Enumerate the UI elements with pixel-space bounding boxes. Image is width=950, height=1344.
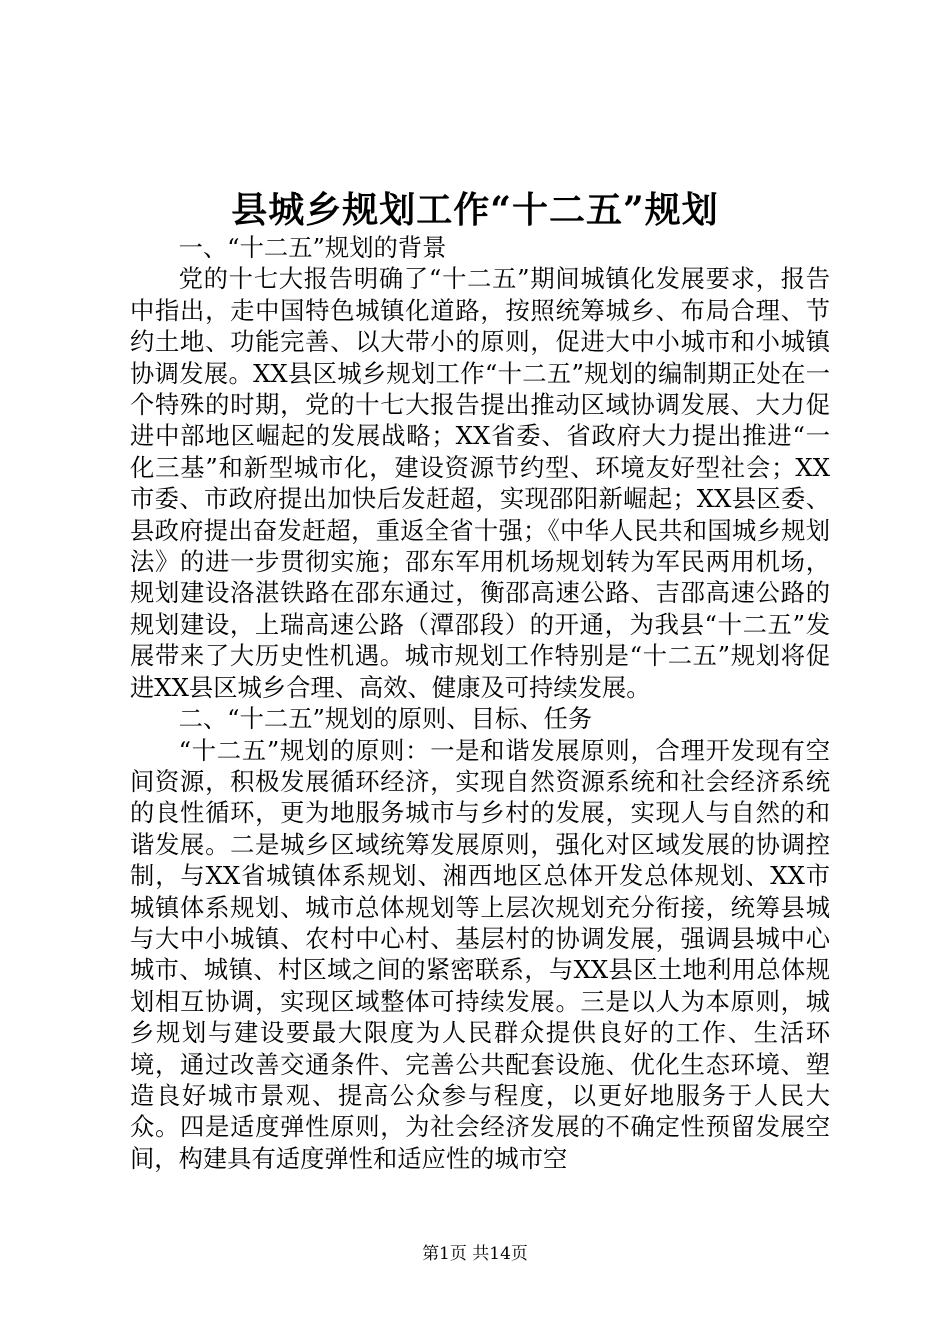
page-number-footer: 第1页 共14页 xyxy=(422,1244,528,1264)
document-body xyxy=(130,232,830,1174)
section-heading-principles: 二、“十二五”规划的原则、目标、任务 xyxy=(178,704,593,734)
paragraph-principles: “十二五”规划的原则：一是和谐发展原则，合理开发现有空间资源，积极发展循环经济，实现自然资源系统和社会经济系统的良性循环，更为地服务城市与乡村的发展，实现人与自然的和谐发展。二是城乡区域统筹发展原则，强化对区域发展的协调控制，与XX省城镇体系规划、湘西地区总体开发总体规划、XX市城镇体系规划、城市总体规划等上层次规划充分衔接，统筹县城与大中小城镇、农村中心村、基层村的协调发展，强调县城中心城市、城镇、村区域之间的紧密联系，与XX县区土地利用总体规划相互协调，实现区域整体可持续发展。三是以人为本原则，城乡规划与建设要最大限度为人民群众提供良好的工作、生活环境，通过改善交通条件、完善公共配套设施、优化生态环境、塑造良好城市景观、提高公众参与程度，以更好地服务于人民大众。四是适度弹性原则，为社会经济发展的不确定性预留发展空间，构建具有适度弹性和适应性的城市空 xyxy=(130,735,830,1173)
section-heading-background: 一、“十二五”规划的背景 xyxy=(178,233,447,262)
document-title: 县城乡规划工作“十二五”规划 xyxy=(231,189,719,231)
paragraph-background: 党的十七大报告明确了“十二五”期间城镇化发展要求，报告中指出，走中国特色城镇化道路，按照统筹城乡、布局合理、节约土地、功能完善、以大带小的原则，促进大中小城市和小城镇协调发展。XX县区城乡规划工作“十二五”规划的编制期正处在一个特殊的时期，党的十七大报告提出推动区域协调发展、大力促进中部地区崛起的发展战略；XX省委、省政府大力提出推进“一化三基”和新型城市化，建设资源节约型、环境友好型社会；XX市委、市政府提出加快后发赶超，实现邵阳新崛起；XX县区委、县政府提出奋发赶超，重返全省十强；《中华人民共和国城乡规划法》的进一步贯彻实施；邵东军用机场规划转为军民两用机场，规划建设洛湛铁路在邵东通过，衡邵高速公路、吉邵高速公路的规划建设，上瑞高速公路（潭邵段）的开通，为我县“十二五”发展带来了大历史性机遇。城市规划工作特别是“十二五”规划将促进XX县区城乡合理、高效、健康及可持续发展。 xyxy=(130,264,830,702)
